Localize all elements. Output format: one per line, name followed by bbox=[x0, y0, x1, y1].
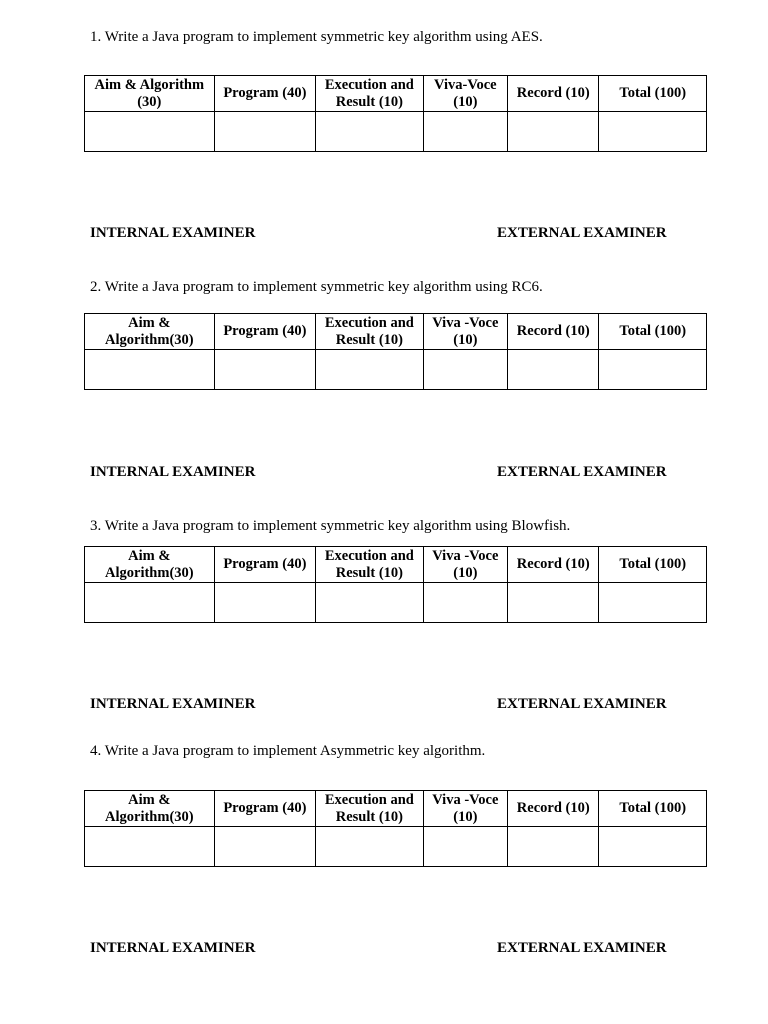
table-header-row bbox=[85, 547, 707, 583]
marks-table-1 bbox=[84, 75, 707, 152]
marks-cell-execution-result[interactable] bbox=[316, 583, 424, 623]
header-program: Program (40) bbox=[214, 791, 315, 827]
header-program: Program (40) bbox=[214, 76, 315, 112]
marks-cell-program[interactable] bbox=[214, 112, 315, 152]
internal-examiner-label-4: INTERNAL EXAMINER bbox=[90, 940, 256, 956]
internal-examiner-label-3: INTERNAL EXAMINER bbox=[90, 696, 256, 712]
question-1: 1. Write a Java program to implement symmetric key algorithm using AES. bbox=[90, 29, 543, 45]
marks-table-4 bbox=[84, 790, 707, 867]
marks-cell-aim-algorithm[interactable] bbox=[85, 827, 215, 867]
header-execution-result: Execution and Result (10) bbox=[316, 791, 424, 827]
marks-cell-aim-algorithm[interactable] bbox=[85, 583, 215, 623]
question-3: 3. Write a Java program to implement symmetric key algorithm using Blowfish. bbox=[90, 518, 571, 534]
table-header-row bbox=[85, 791, 707, 827]
header-aim-algorithm: Aim & Algorithm(30) bbox=[85, 547, 215, 583]
header-execution-result: Execution and Result (10) bbox=[316, 76, 424, 112]
table-row bbox=[85, 350, 707, 390]
header-record: Record (10) bbox=[508, 791, 599, 827]
header-aim-algorithm: Aim & Algorithm (30) bbox=[85, 76, 215, 112]
header-aim-algorithm: Aim & Algorithm(30) bbox=[85, 791, 215, 827]
marks-cell-execution-result[interactable] bbox=[316, 350, 424, 390]
internal-examiner-label-2: INTERNAL EXAMINER bbox=[90, 464, 256, 480]
question-2: 2. Write a Java program to implement symmetric key algorithm using RC6. bbox=[90, 279, 543, 295]
marks-cell-total[interactable] bbox=[599, 583, 707, 623]
marks-cell-viva-voce[interactable] bbox=[423, 350, 507, 390]
marks-cell-viva-voce[interactable] bbox=[423, 583, 507, 623]
external-examiner-label-2: EXTERNAL EXAMINER bbox=[497, 464, 667, 480]
header-execution-result: Execution and Result (10) bbox=[316, 547, 424, 583]
marks-table-2 bbox=[84, 313, 707, 390]
marks-cell-total[interactable] bbox=[599, 827, 707, 867]
marks-cell-total[interactable] bbox=[599, 112, 707, 152]
marks-cell-execution-result[interactable] bbox=[316, 112, 424, 152]
marks-cell-execution-result[interactable] bbox=[316, 827, 424, 867]
header-viva-voce: Viva-Voce (10) bbox=[423, 76, 507, 112]
header-aim-algorithm: Aim & Algorithm(30) bbox=[85, 314, 215, 350]
header-viva-voce: Viva -Voce (10) bbox=[423, 547, 507, 583]
marks-cell-total[interactable] bbox=[599, 350, 707, 390]
external-examiner-label-4: EXTERNAL EXAMINER bbox=[497, 940, 667, 956]
marks-cell-program[interactable] bbox=[214, 350, 315, 390]
header-record: Record (10) bbox=[508, 314, 599, 350]
external-examiner-label-3: EXTERNAL EXAMINER bbox=[497, 696, 667, 712]
marks-cell-record[interactable] bbox=[508, 827, 599, 867]
marks-cell-aim-algorithm[interactable] bbox=[85, 112, 215, 152]
marks-cell-record[interactable] bbox=[508, 350, 599, 390]
header-viva-voce: Viva -Voce (10) bbox=[423, 791, 507, 827]
header-record: Record (10) bbox=[508, 76, 599, 112]
marks-cell-viva-voce[interactable] bbox=[423, 827, 507, 867]
header-program: Program (40) bbox=[214, 314, 315, 350]
header-total: Total (100) bbox=[599, 791, 707, 827]
header-program: Program (40) bbox=[214, 547, 315, 583]
table-header-row bbox=[85, 76, 707, 112]
header-viva-voce: Viva -Voce (10) bbox=[423, 314, 507, 350]
table-row bbox=[85, 112, 707, 152]
header-total: Total (100) bbox=[599, 547, 707, 583]
marks-table-3 bbox=[84, 546, 707, 623]
marks-cell-record[interactable] bbox=[508, 112, 599, 152]
header-record: Record (10) bbox=[508, 547, 599, 583]
question-4: 4. Write a Java program to implement Asymmetric key algorithm. bbox=[90, 743, 486, 759]
header-total: Total (100) bbox=[599, 314, 707, 350]
internal-examiner-label-1: INTERNAL EXAMINER bbox=[90, 225, 256, 241]
marks-cell-viva-voce[interactable] bbox=[423, 112, 507, 152]
external-examiner-label-1: EXTERNAL EXAMINER bbox=[497, 225, 667, 241]
table-row bbox=[85, 827, 707, 867]
header-total: Total (100) bbox=[599, 76, 707, 112]
header-execution-result: Execution and Result (10) bbox=[316, 314, 424, 350]
table-row bbox=[85, 583, 707, 623]
marks-cell-aim-algorithm[interactable] bbox=[85, 350, 215, 390]
marks-cell-program[interactable] bbox=[214, 827, 315, 867]
marks-cell-program[interactable] bbox=[214, 583, 315, 623]
table-header-row bbox=[85, 314, 707, 350]
marks-cell-record[interactable] bbox=[508, 583, 599, 623]
